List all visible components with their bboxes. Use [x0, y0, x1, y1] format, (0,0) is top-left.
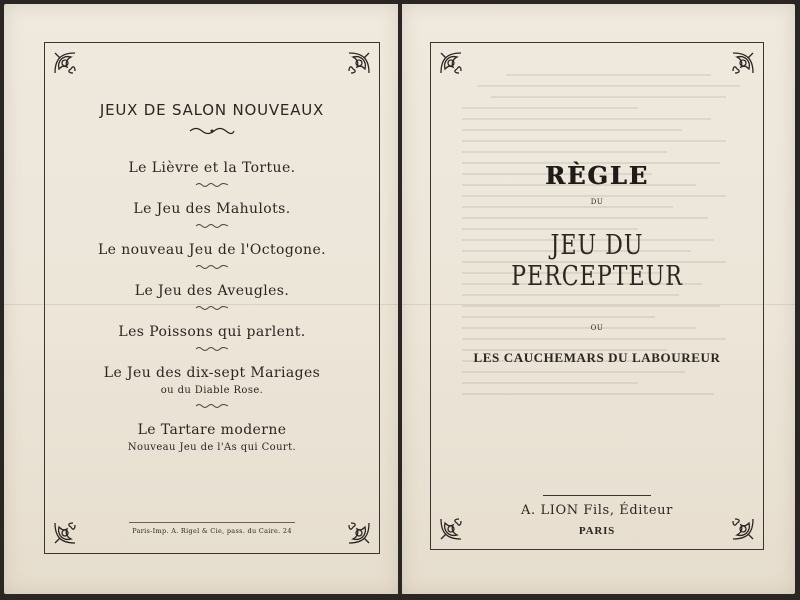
flourish-ornament-icon: [437, 49, 465, 77]
left-page-frame: [44, 42, 380, 554]
game-subtitle: Nouveau Jeu de l'As qui Court.: [127, 442, 297, 453]
game-title: JEU DU PERCEPTEUR: [511, 230, 683, 292]
list-item: [45, 200, 379, 229]
game-title: Le Jeu des dix-sept Mariages: [103, 365, 321, 381]
game-title: Le nouveau Jeu de l'Octogone.: [97, 242, 326, 258]
right-page-frame: [430, 42, 764, 550]
printer-imprint: Paris-Imp. A. Rigel & Cie, pass. du Caire. 24: [132, 527, 292, 535]
publisher-name: A. LION Fils, Éditeur: [521, 503, 673, 518]
printer-rule: [129, 522, 295, 523]
heading-flourish-icon: [188, 125, 236, 137]
game-title: Les Poissons qui parlent.: [118, 324, 306, 340]
publisher-city: PARIS: [578, 525, 616, 537]
list-item: [45, 241, 379, 270]
list-item: [45, 421, 379, 455]
flourish-ornament-icon: [51, 49, 79, 77]
title-block: [431, 161, 763, 366]
list-item: [45, 364, 379, 409]
page-heading: JEUX DE SALON NOUVEAUX: [99, 101, 325, 119]
game-title: Le Tartare moderne: [137, 422, 287, 438]
list-item: [45, 323, 379, 352]
flourish-ornament-icon: [729, 49, 757, 77]
separator-squiggle-icon: [195, 182, 229, 188]
list-item: [45, 282, 379, 311]
publisher-rule: [543, 495, 651, 496]
game-title: Le Jeu des Mahulots.: [133, 201, 291, 217]
flourish-ornament-icon: [345, 49, 373, 77]
separator-squiggle-icon: [195, 346, 229, 352]
game-subtitle: LES CAUCHEMARS DU LABOUREUR: [473, 350, 721, 365]
games-list-section: [45, 101, 379, 455]
separator-squiggle-icon: [195, 223, 229, 229]
game-title: Le Jeu des Aveugles.: [134, 283, 290, 299]
left-page: [4, 4, 398, 594]
right-page: [402, 4, 795, 594]
separator-squiggle-icon: [195, 403, 229, 409]
list-item: [45, 159, 379, 188]
rules-heading: RÈGLE: [545, 161, 649, 190]
separator-squiggle-icon: [195, 305, 229, 311]
separator-squiggle-icon: [195, 264, 229, 270]
game-title: Le Lièvre et la Tortue.: [128, 160, 296, 176]
games-list: [45, 159, 379, 455]
connector-ou: OU: [590, 324, 604, 332]
game-subtitle: ou du Diable Rose.: [160, 385, 264, 396]
connector-du: DU: [590, 198, 604, 206]
